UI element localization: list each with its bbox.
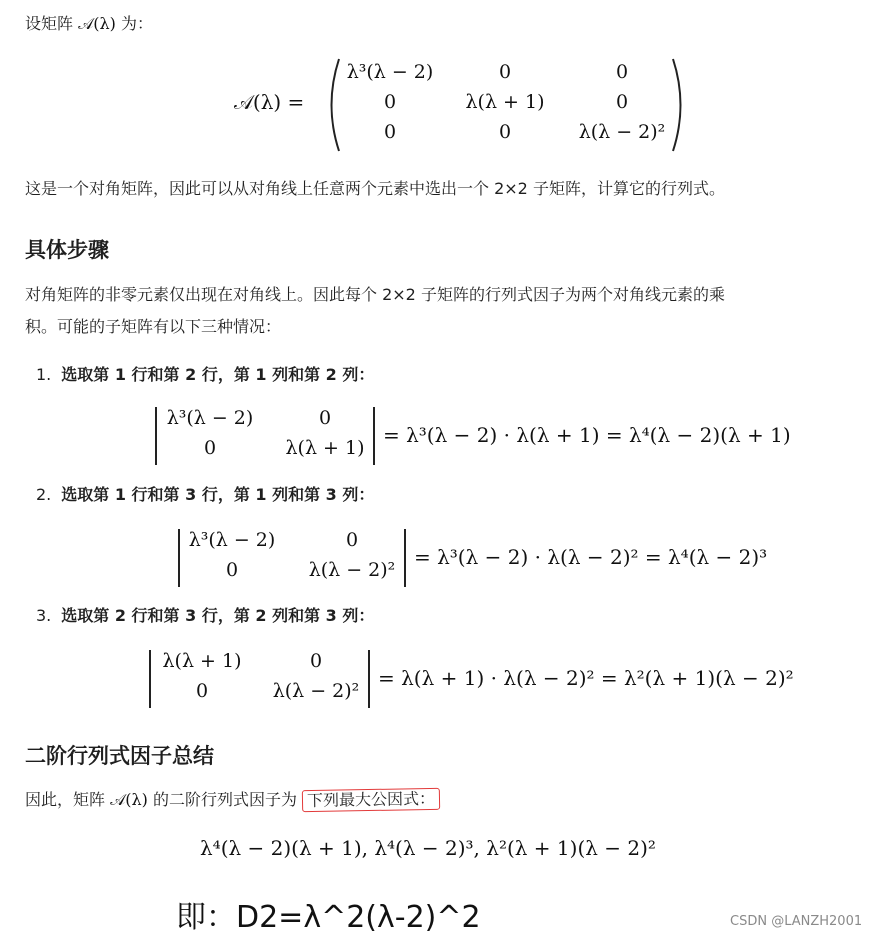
case-text: 选取第 2 行和第 3 行，第 2 列和第 3 列： — [61, 606, 375, 625]
matrix-cell: 0 — [615, 61, 629, 83]
intro-prefix: 设矩阵 — [25, 14, 79, 33]
case-number: 1. — [36, 365, 52, 384]
det-cell: 0 — [345, 529, 359, 551]
case-3-label — [36, 603, 374, 626]
right-paren-icon — [670, 57, 690, 153]
intro-line — [25, 12, 153, 36]
matrix-cell: 0 — [498, 121, 512, 143]
paragraph-diagonal: 这是一个对角矩阵，因此可以从对角线上任意两个元素中选出一个 2×2 子矩阵，计算它的行列式。 — [25, 179, 725, 198]
case-number: 2. — [36, 485, 52, 504]
det-cell: 0 — [318, 407, 332, 429]
second-order-factors: λ⁴(λ − 2)(λ + 1), λ⁴(λ − 2)³, λ²(λ + 1)(λ − 2)² — [200, 836, 656, 860]
det-cell: 0 — [309, 650, 323, 672]
heading-summary: 二阶行列式因子总结 — [25, 744, 214, 768]
det-cell: λ³(λ − 2) — [166, 407, 254, 429]
det-cell: λ³(λ − 2) — [188, 529, 276, 551]
left-paren-icon — [322, 57, 342, 153]
det-cell: 0 — [195, 680, 209, 702]
det-cell: λ(λ − 2)² — [308, 559, 396, 581]
summary-prefix: 因此，矩阵 — [25, 790, 111, 809]
matrix-cell: 0 — [615, 91, 629, 113]
highlighted-annotation: 下列最大公因式： — [302, 788, 440, 812]
case-2-result: = λ³(λ − 2) · λ(λ − 2)² = λ⁴(λ − 2)³ — [414, 545, 768, 569]
case-3-determinant — [0, 648, 885, 710]
paragraph-submatrix-line1: 对角矩阵的非零元素仅出现在对角线上。因此每个 2×2 子矩阵的行列式因子为两个对角线元素的乘 — [25, 285, 725, 304]
case-1-label — [36, 362, 374, 385]
det-cell: λ(λ + 1) — [162, 650, 242, 672]
matrix-cell: 0 — [498, 61, 512, 83]
case-2-determinant — [0, 527, 885, 589]
conclusion-note: 即：D2=λ^2(λ-2)^2 — [176, 900, 481, 935]
main-matrix-lhs: 𝒜(λ) = — [234, 90, 305, 114]
matrix-cell: λ(λ + 1) — [465, 91, 545, 113]
matrix-cell: 0 — [383, 91, 397, 113]
det-cell: λ(λ − 2)² — [272, 680, 360, 702]
case-2-label — [36, 482, 374, 505]
det-bar-right — [373, 407, 375, 465]
det-bar-left — [155, 407, 157, 465]
case-number: 3. — [36, 606, 52, 625]
case-text: 选取第 1 行和第 3 行，第 1 列和第 3 列： — [61, 485, 375, 504]
intro-suffix: 为： — [115, 14, 153, 33]
det-cell: 0 — [203, 437, 217, 459]
det-bar-right — [404, 529, 406, 587]
matrix-symbol: 𝒜(λ) — [110, 790, 148, 809]
matrix-symbol: 𝒜(λ) — [78, 14, 116, 33]
case-1-determinant — [0, 405, 885, 467]
main-matrix-equation — [0, 55, 885, 155]
det-cell: 0 — [225, 559, 239, 581]
case-text: 选取第 1 行和第 2 行，第 1 列和第 2 列： — [61, 365, 375, 384]
case-3-result: = λ(λ + 1) · λ(λ − 2)² = λ²(λ + 1)(λ − 2)² — [378, 666, 794, 690]
matrix-cell: 0 — [383, 121, 397, 143]
summary-line — [25, 788, 440, 812]
matrix-cell: λ(λ − 2)² — [578, 121, 666, 143]
case-1-result: = λ³(λ − 2) · λ(λ + 1) = λ⁴(λ − 2)(λ + 1) — [383, 423, 791, 447]
det-cell: λ(λ + 1) — [285, 437, 365, 459]
heading-steps: 具体步骤 — [25, 238, 109, 262]
det-bar-left — [149, 650, 151, 708]
det-bar-right — [368, 650, 370, 708]
matrix-cell: λ³(λ − 2) — [346, 61, 434, 83]
watermark: CSDN @LANZH2001 — [730, 914, 863, 929]
summary-middle: 的二阶行列式因子为 — [147, 790, 303, 809]
paragraph-submatrix-line2: 积。可能的子矩阵有以下三种情况： — [25, 317, 282, 336]
det-bar-left — [178, 529, 180, 587]
